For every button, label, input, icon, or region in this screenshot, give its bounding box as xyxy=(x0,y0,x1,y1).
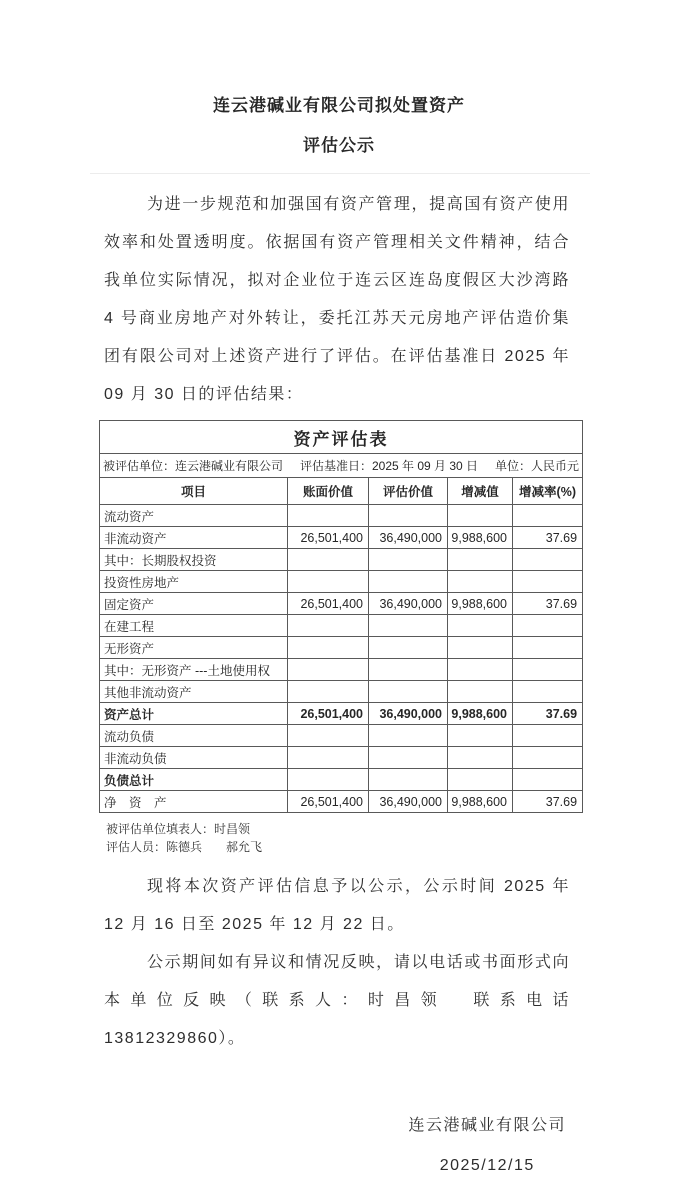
row-item-label: 负债总计 xyxy=(100,769,288,791)
row-item-label: 投资性房地产 xyxy=(100,571,288,593)
row-change-value xyxy=(448,637,513,659)
row-change-rate xyxy=(513,549,583,571)
table-caption: 资产评估表 xyxy=(100,421,583,454)
row-change-rate xyxy=(513,769,583,791)
row-book-value xyxy=(288,549,369,571)
row-book-value xyxy=(288,637,369,659)
table-header-row xyxy=(100,478,583,505)
row-change-rate xyxy=(513,747,583,769)
row-appraised-value xyxy=(369,615,448,637)
signature-date: 2025/12/15 xyxy=(439,1157,535,1174)
row-appraised-value xyxy=(369,571,448,593)
table-row xyxy=(100,747,583,769)
row-appraised-value: 36,490,000 xyxy=(369,791,448,813)
table-appraisers-note: 评估人员：陈德兵 郝允飞 xyxy=(106,840,263,854)
row-change-rate xyxy=(513,637,583,659)
row-change-value: 9,988,600 xyxy=(448,791,513,813)
column-header-change-value: 增减值 xyxy=(448,478,513,505)
row-change-rate xyxy=(513,659,583,681)
table-row xyxy=(100,791,583,813)
row-change-rate: 37.69 xyxy=(513,527,583,549)
row-item-label: 其中：无形资产 ---土地使用权 xyxy=(100,659,288,681)
row-change-rate xyxy=(513,571,583,593)
row-change-value xyxy=(448,747,513,769)
table-footnotes xyxy=(106,820,678,856)
row-book-value: 26,501,400 xyxy=(288,703,369,725)
row-change-rate xyxy=(513,505,583,527)
row-appraised-value xyxy=(369,659,448,681)
table-row xyxy=(100,593,583,615)
row-book-value xyxy=(288,769,369,791)
row-appraised-value xyxy=(369,681,448,703)
signature-block xyxy=(0,1106,566,1186)
table-row xyxy=(100,527,583,549)
table-row xyxy=(100,703,583,725)
row-book-value xyxy=(288,505,369,527)
row-book-value xyxy=(288,747,369,769)
row-change-value xyxy=(448,659,513,681)
column-header-appraised-value: 评估价值 xyxy=(369,478,448,505)
title-divider xyxy=(90,173,590,174)
row-item-label: 固定资产 xyxy=(100,593,288,615)
column-header-change-rate: 增减率(%) xyxy=(513,478,583,505)
row-appraised-value xyxy=(369,637,448,659)
row-appraised-value xyxy=(369,549,448,571)
document-title-line2: 评估公示 xyxy=(303,136,375,155)
row-appraised-value xyxy=(369,505,448,527)
table-filler-note: 被评估单位填表人：时昌领 xyxy=(106,822,251,836)
row-appraised-value: 36,490,000 xyxy=(369,703,448,725)
asset-evaluation-table xyxy=(99,420,583,813)
row-appraised-value: 36,490,000 xyxy=(369,527,448,549)
row-change-value: 9,988,600 xyxy=(448,527,513,549)
table-row xyxy=(100,505,583,527)
row-item-label: 净 资 产 xyxy=(100,791,288,813)
evaluated-unit-label: 被评估单位：连云港碱业有限公司 xyxy=(103,459,284,473)
table-row xyxy=(100,549,583,571)
row-book-value xyxy=(288,615,369,637)
row-change-rate xyxy=(513,615,583,637)
table-row xyxy=(100,769,583,791)
table-info xyxy=(100,457,582,474)
row-item-label: 其中：长期股权投资 xyxy=(100,549,288,571)
table-row xyxy=(100,637,583,659)
row-change-rate xyxy=(513,681,583,703)
signature-company: 连云港碱业有限公司 xyxy=(408,1117,566,1134)
document-title xyxy=(0,86,678,166)
row-change-value xyxy=(448,769,513,791)
row-change-rate: 37.69 xyxy=(513,593,583,615)
table-caption-row xyxy=(100,421,583,454)
row-change-value xyxy=(448,681,513,703)
row-change-value: 9,988,600 xyxy=(448,703,513,725)
row-book-value xyxy=(288,659,369,681)
row-change-value xyxy=(448,505,513,527)
row-book-value xyxy=(288,571,369,593)
row-item-label: 非流动资产 xyxy=(100,527,288,549)
table-row xyxy=(100,659,583,681)
publicity-paragraph: 现将本次资产评估信息予以公示，公示时间 2025 年 12 月 16 日至 2025 年 12 月 22 日。 xyxy=(104,878,570,933)
row-book-value xyxy=(288,681,369,703)
row-appraised-value xyxy=(369,747,448,769)
table-row xyxy=(100,615,583,637)
row-item-label: 资产总计 xyxy=(100,703,288,725)
row-item-label: 流动资产 xyxy=(100,505,288,527)
table-info-row xyxy=(100,454,583,478)
contact-paragraph: 公示期间如有异议和情况反映，请以电话或书面形式向本单位反映（联系人：时昌领 联系电话 13812329860）。 xyxy=(104,954,588,1047)
row-change-value xyxy=(448,615,513,637)
intro-paragraph: 为进一步规范和加强国有资产管理，提高国有资产使用效率和处置透明度。依据国有资产管理相关文件精神，结合我单位实际情况，拟对企业位于连云区连岛度假区大沙湾路 4 号商业房地产对外转让，委托江苏天元房地产评估造价集团有限公司对上述资产进行了评估。在评估基准日 2025 年 09 月 30 日的评估结果： xyxy=(104,196,570,403)
row-appraised-value xyxy=(369,769,448,791)
row-book-value xyxy=(288,725,369,747)
base-date-label: 评估基准日：2025 年 09 月 30 日 xyxy=(300,459,479,473)
row-item-label: 非流动负债 xyxy=(100,747,288,769)
row-appraised-value xyxy=(369,725,448,747)
asset-table-body xyxy=(100,505,583,813)
row-book-value: 26,501,400 xyxy=(288,593,369,615)
document-title-line1: 连云港碱业有限公司拟处置资产 xyxy=(213,96,465,115)
row-change-value xyxy=(448,549,513,571)
row-book-value: 26,501,400 xyxy=(288,527,369,549)
row-change-rate: 37.69 xyxy=(513,703,583,725)
row-appraised-value: 36,490,000 xyxy=(369,593,448,615)
row-item-label: 流动负债 xyxy=(100,725,288,747)
table-row xyxy=(100,681,583,703)
table-row xyxy=(100,725,583,747)
row-change-value xyxy=(448,725,513,747)
row-change-rate: 37.69 xyxy=(513,791,583,813)
row-change-rate xyxy=(513,725,583,747)
column-header-book-value: 账面价值 xyxy=(288,478,369,505)
row-book-value: 26,501,400 xyxy=(288,791,369,813)
table-row xyxy=(100,571,583,593)
currency-unit-label: 单位：人民币元 xyxy=(495,459,580,473)
row-item-label: 其他非流动资产 xyxy=(100,681,288,703)
row-change-value xyxy=(448,571,513,593)
row-item-label: 在建工程 xyxy=(100,615,288,637)
row-item-label: 无形资产 xyxy=(100,637,288,659)
column-header-item: 项目 xyxy=(100,478,288,505)
row-change-value: 9,988,600 xyxy=(448,593,513,615)
